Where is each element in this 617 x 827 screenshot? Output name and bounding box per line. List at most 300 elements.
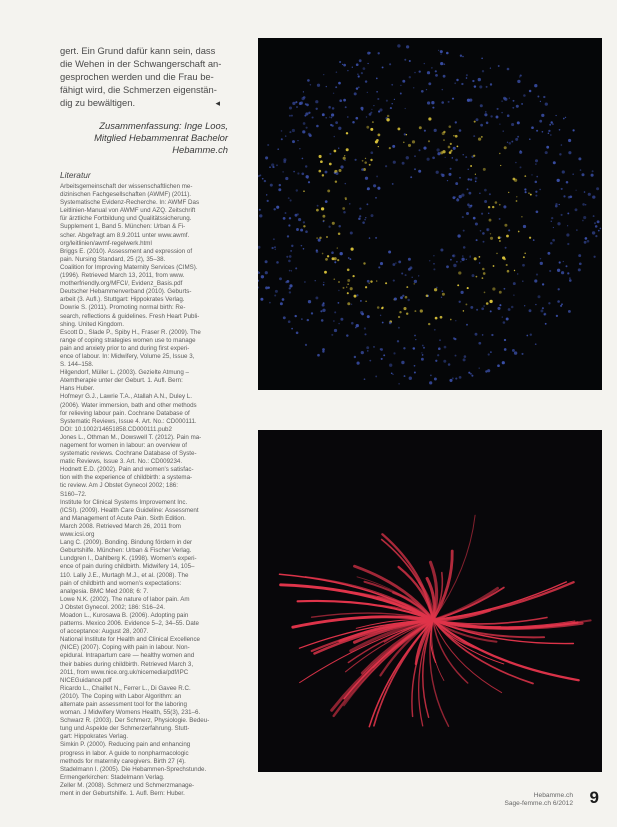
photo-dot [432,156,435,159]
photo-dot [513,294,514,295]
photo-dot [476,239,478,241]
photo-dot [514,351,517,354]
photo-dot [544,313,547,316]
photo-dot [474,121,476,123]
photo-dot [566,233,569,236]
photo-dot [440,62,443,65]
photo-dot [428,140,430,142]
photo-dot [453,147,456,150]
photo-dot [274,246,276,248]
photo-dot [472,274,475,277]
photo-dot [482,277,484,279]
photo-dot [488,206,490,208]
photo-dot [562,170,565,173]
photo-dot [288,224,290,226]
photo-dot [347,302,350,305]
photo-dot [289,287,291,289]
photo-dot [523,225,526,228]
photo-dot [455,135,458,138]
photo-dot [507,114,510,117]
reference-line: pain and anxiety prior to and during first experi- [60,344,190,352]
photo-dot [535,304,536,305]
photo-dot [271,247,273,249]
photo-dot [424,130,426,132]
photo-dot [290,250,292,252]
photo-dot [306,104,309,107]
photo-dot [429,260,430,261]
photo-dot [551,217,553,219]
photo-dot [393,352,395,354]
photo-dot [516,200,518,202]
photo-dot [531,126,534,129]
photo-strand [430,620,449,726]
photo-dot [557,300,560,303]
photo-dot [351,322,354,325]
photo-dot [414,280,417,283]
reference-line: Escott D., Slade P., Spiby H., Fraser R. (2009). The [60,328,201,336]
photo-dot [338,323,339,324]
photo-dot [421,352,422,353]
photo-dot [335,121,338,124]
photo-dot [540,309,543,312]
photo-dot [489,219,492,222]
photo-dot [534,84,537,87]
reference-line: dizinischen Fachgesellschaften (AWMF) (2011). [60,191,192,199]
photo-dot [481,213,483,215]
photo-dot [344,159,346,161]
photo-dot [409,60,411,62]
photo-dot [388,251,391,254]
red-strands-graphic [258,430,602,772]
photo-dot [567,225,568,226]
reference-line: March 2008. Retrieved March 26, 2011 from [60,522,181,530]
reference-line: their babies during childbirth. Retrieved March 3, [60,660,194,668]
photo-dot [282,171,283,172]
photo-dot [435,70,437,72]
summary-line: Zusammenfassung: Inge Loos, [99,120,228,131]
reference-line: Hilgendorf, Müller L. (2003). Gezielte Atmung – [60,369,189,377]
photo-dot [515,162,517,164]
reference-line: and Management of Acute Pain. Sixth Edition. [60,514,186,522]
photo-dot [339,61,341,63]
photo-dot [559,153,561,155]
photo-dot [305,165,307,167]
photo-dot [377,98,379,100]
reference-line: Geburtshilfe. München: Urban & Fischer Verlag. [60,547,192,555]
photo-dot [335,86,337,88]
photo-dot [414,365,416,367]
photo-dot [424,63,425,64]
photo-dot [580,169,582,171]
photo-dot [293,171,295,173]
photo-dot [446,52,449,55]
body-line: gesprochen werden und die Frau be- [60,71,214,82]
photo-dot [275,249,276,250]
photo-dot [296,189,298,191]
photo-dot [342,207,345,210]
photo-dot [567,243,569,245]
photo-dot [428,82,431,85]
photo-dot [484,200,487,203]
photo-dot [489,300,492,303]
photo-dot [323,302,325,304]
reference-line: analgesia. BMC Med 2008; 6: 7. [60,587,149,595]
photo-dot [507,68,510,71]
photo-dot [404,375,406,377]
photo-dot [498,65,500,67]
photo-dot [420,309,423,312]
reference-line: for relieving labour pain. Cochrane Database of [60,409,190,417]
photo-dot [323,74,324,75]
photo-dot [455,121,457,123]
photo-dot [427,101,430,104]
photo-dot [501,100,503,102]
photo-dot [559,204,560,205]
photo-dot [354,295,357,298]
photo-dot [499,204,501,206]
photo-dot [312,116,314,118]
photo-dot [456,79,458,81]
reference-line: www.icsi.org [60,531,95,539]
photo-dot [322,215,325,218]
photo-dot [408,268,411,271]
photo-dot [320,160,323,163]
photo-dot [283,316,286,319]
photo-dot [333,278,335,280]
reference-line: Deutscher Hebammenverband (2010). Geburts- [60,288,192,296]
photo-dot [479,193,480,194]
photo-dot [469,99,472,102]
photo-dot [427,158,430,161]
photo-dot [389,322,392,325]
photo-dot [400,296,403,299]
photo-dot [297,213,299,215]
photo-dot [404,133,406,135]
photo-dot [399,311,401,313]
photo-dot [258,287,259,289]
photo-dot [565,117,566,118]
reference-line: Ermengerkirchen: Stadelmann Verlag. [60,773,165,781]
photo-dot [502,256,505,259]
photo-dot [357,73,359,75]
photo-dot [452,377,454,379]
photo-dot [478,137,481,140]
photo-dot [443,75,446,78]
photo-dot [265,156,268,159]
photo-dot [331,334,333,336]
photo-dot [291,245,293,247]
photo-dot [317,84,320,87]
reference-line: ence of pain during childbirth. Midwifery 14, 105– [60,563,195,571]
photo-dot [457,284,459,286]
photo-dot [568,139,571,142]
reference-line: patterns. Mexico 2006. Evidence 5–2, 34–55. Date [60,620,199,628]
photo-dot [422,354,424,356]
photo-dot [346,286,347,287]
photo-dot [413,347,415,349]
photo-dot [440,53,441,54]
photo-dot [535,191,537,193]
photo-dot [492,206,494,208]
photo-dot [371,109,372,110]
photo-dot [489,193,491,195]
photo-dot [377,133,380,136]
photo-dot [486,302,489,305]
photo-dot [529,138,531,140]
reference-line: für ärztliche Fortbildung und Qualitätssicherung. [60,215,192,223]
photo-dot [265,260,268,263]
photo-dot [397,127,400,130]
photo-dot [289,270,291,272]
photo-dot [552,239,555,242]
photo-dot [376,175,378,177]
photo-dot [561,271,564,274]
photo-dot [392,183,394,185]
photo-dot [557,222,560,225]
photo-dot [426,295,429,298]
photo-dot [282,298,285,301]
photo-dot [443,139,445,141]
photo-dot [581,173,584,176]
reference-line: Coalition for Improving Maternity Services (CIMS). [60,263,198,271]
body-line: die Wehen in der Schwangerschaft an- [60,58,222,69]
photo-dot [403,347,405,349]
photo-dot [500,237,502,239]
photo-dot [483,241,485,243]
reference-line: Ricardo L., Chaillet N., Ferrer L., Di Gavee R.C. [60,684,191,692]
reference-line: Hans Huber. [60,385,95,393]
photo-dot [334,150,337,153]
photo-dot [569,279,572,282]
photo-dot [448,363,451,366]
photo-dot [436,171,439,174]
photo-dot [538,295,541,298]
reference-line: progress in labor. A guide to nonpharmacologic [60,749,189,757]
photo-dot [482,268,485,271]
photo-dot [333,320,335,322]
photo-dot [547,252,550,255]
photo-dot [430,375,432,377]
photo-dot [455,378,457,380]
photo-dot [336,71,338,73]
photo-dot [357,362,360,365]
photo-dot [481,136,483,138]
photo-dot [272,166,274,168]
photo-dot [276,164,278,166]
photo-dot [321,319,324,322]
photo-dot [475,222,478,225]
photo-dot [511,306,514,309]
photo-dot [478,78,481,81]
photo-dot [344,155,345,156]
photo-dot [289,131,291,133]
photo-dot [449,379,452,382]
photo-dot [504,339,506,341]
photo-dot [329,163,332,166]
photo-dot [262,178,264,180]
photo-dot [486,86,488,88]
reference-line: methods for maternity caregivers. Birth 27 (4). [60,757,186,765]
photo-dot [466,212,469,215]
photo-dot [455,320,456,321]
photo-dot [421,90,424,93]
photo-dot [335,180,337,182]
photo-dot [462,255,463,256]
photo-dot [308,112,310,114]
reference-line: S. 144–158. [60,361,94,369]
photo-dot [354,92,357,95]
photo-dot [444,346,447,349]
photo-dot [369,52,371,54]
photo-dot [442,290,444,292]
photo-dot [496,253,498,255]
reference-line: nagement for women in labour: an overview of [60,442,187,449]
photo-dot [323,284,325,286]
photo-dot [442,89,443,90]
summary-credit [60,120,228,156]
photo-dot [316,125,319,128]
reference-line: Moadon L., Kurosawa B. (2006). Adopting pain [60,611,189,619]
photo-dot [308,133,311,136]
photo-dot [467,203,470,206]
photo-dot [503,130,504,131]
photo-dot [259,214,262,217]
photo-dot [295,267,297,269]
photo-dot [540,262,543,265]
photo-dot [557,179,560,182]
photo-dot [517,136,519,138]
photo-dot [405,274,407,276]
photo-dot [307,79,310,82]
photo-dot [380,348,383,351]
photo-dot [311,312,313,314]
photo-dot [445,157,446,158]
photo-dot [406,45,409,48]
photo-dot [365,217,366,218]
photo-dot [480,124,483,127]
photo-dot [289,284,292,287]
photo-dot [583,216,586,219]
photo-dot [397,340,399,342]
photo-dot [342,64,343,65]
photo-dot [405,108,406,109]
photo-dot [369,360,371,362]
photo-dot [392,145,395,148]
photo-dot [438,347,441,350]
photo-dot [515,138,518,141]
photo-dot [549,124,551,126]
photo-dot [389,63,391,65]
photo-dot [582,203,585,206]
photo-dot [326,236,328,238]
photo-dot [346,334,348,336]
photo-dot [335,172,338,175]
photo-dot [502,361,505,364]
photo-dot [286,256,288,258]
photo-dot [540,258,541,259]
photo-dot [347,70,348,71]
reference-line: Institute for Clinical Systems Improvement Inc. [60,498,188,506]
photo-dot [475,181,477,183]
photo-dot [319,237,321,239]
photo-dot [352,121,355,124]
photo-dot [592,231,595,234]
photo-dot [595,235,597,237]
photo-dot [289,217,291,219]
photo-dot [511,123,514,126]
photo-dot [300,101,303,104]
photo-dot [355,159,357,161]
photo-dot [291,328,293,330]
photo-dot [315,296,318,299]
photo-dot [531,174,532,175]
photo-dot [402,80,405,83]
photo-dot [322,304,325,307]
photo-dot [408,144,411,147]
photo-dot [412,140,415,143]
photo-dot [276,206,279,209]
photo-dot [591,174,594,177]
photo-dot [506,318,509,321]
photo-dot [393,280,395,282]
reference-line: J Obstet Gynecol. 2002; 186: S16–24. [60,603,165,611]
text-column [60,44,228,798]
photo-dot [362,160,364,162]
photo-dot [455,159,458,162]
photo-dot [506,235,509,238]
photo-dot [479,262,481,264]
photo-dot [482,232,485,235]
photo-dot [514,179,517,182]
photo-dot [278,188,281,191]
photo-dot [326,86,327,87]
photo-dot [463,246,466,249]
photo-dot [433,263,435,265]
photo-dot [307,178,308,179]
photo-dot [359,207,361,209]
reference-line: Simkin P. (2000). Reducing pain and enhancing [60,741,191,749]
photo-dot [484,189,487,192]
photo-dot [297,172,299,174]
photo-dot [450,319,452,321]
photo-dot [397,44,400,47]
photo-dot [343,99,346,102]
reference-line: Systematische Evidenz-Recherche. In: AWMF Das [60,199,200,207]
photo-dot [556,315,558,317]
photo-dot [440,151,443,154]
photo-dot [592,195,595,198]
photo-dot [536,176,538,178]
photo-dot [436,287,438,289]
photo-dot [431,101,434,104]
photo-dot [373,184,376,187]
photo-dot [289,291,291,293]
photo-dot [392,374,393,375]
photo-dot [329,116,330,117]
photo-dot [398,316,400,318]
photo-dot [463,310,465,312]
photo-dot [595,225,598,228]
photo-dot [369,113,372,116]
photo-dot [520,166,522,168]
photo-dot [463,230,465,232]
photo-dot [363,262,365,264]
photo-dot [548,130,550,132]
photo-dot [459,129,462,132]
photo-dot [404,59,406,61]
photo-dot [367,63,368,64]
photo-dot [331,251,334,254]
